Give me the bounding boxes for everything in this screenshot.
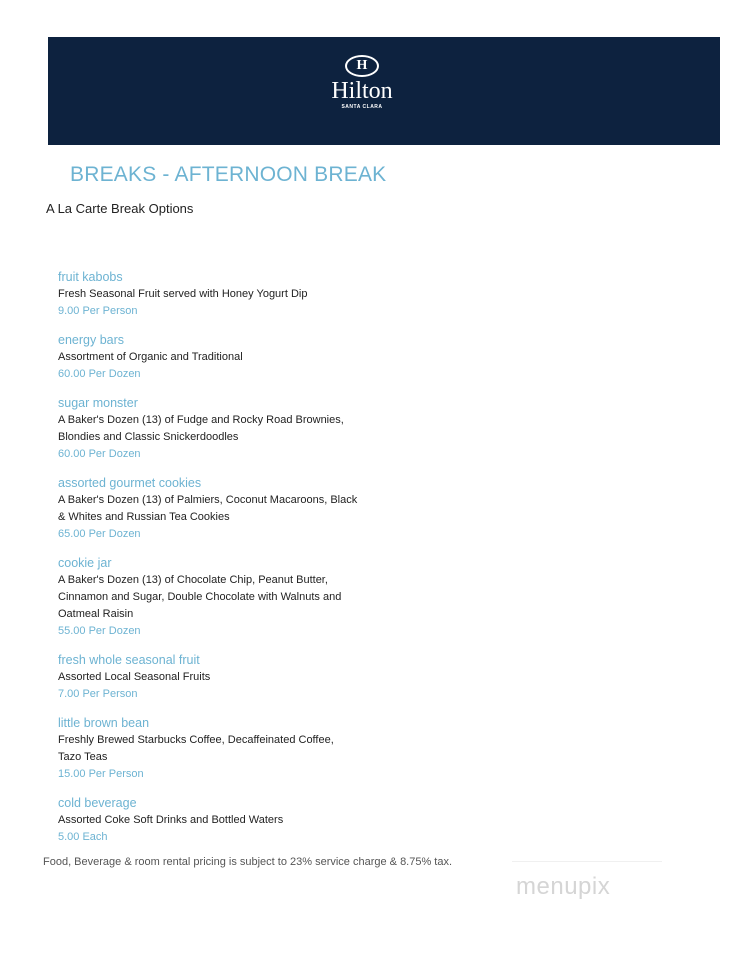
item-description: Fresh Seasonal Fruit served with Honey Yogurt Dip [58, 288, 308, 300]
item-description: Assortment of Organic and Traditional [58, 351, 243, 363]
logo-location: SANTA CLARA [341, 104, 383, 110]
hilton-logo [322, 55, 402, 111]
item-price: 55.00 Per Dozen [58, 625, 141, 637]
item-description: Cinnamon and Sugar, Double Chocolate with Walnuts and [58, 591, 342, 603]
item-name: assorted gourmet cookies [58, 476, 202, 490]
item-name: sugar monster [58, 396, 138, 410]
item-name: little brown bean [58, 716, 150, 730]
menu-item [58, 652, 378, 703]
item-description: Freshly Brewed Starbucks Coffee, Decaffeinated Coffee, [58, 734, 334, 746]
menu-item [58, 795, 378, 846]
item-price: 7.00 Per Person [58, 688, 138, 700]
item-name: cookie jar [58, 556, 112, 570]
item-price: 65.00 Per Dozen [58, 528, 141, 540]
pricing-footnote: Food, Beverage & room rental pricing is subject to 23% service charge & 8.75% tax. [43, 856, 453, 868]
menu-item [58, 475, 378, 543]
item-description: Assorted Coke Soft Drinks and Bottled Waters [58, 814, 284, 826]
item-price: 9.00 Per Person [58, 305, 138, 317]
item-description: Tazo Teas [58, 751, 108, 763]
page-subtitle: A La Carte Break Options [46, 201, 194, 216]
item-name: fresh whole seasonal fruit [58, 653, 200, 667]
item-price: 15.00 Per Person [58, 768, 144, 780]
watermark-divider [512, 861, 662, 862]
item-description: Oatmeal Raisin [58, 608, 134, 620]
item-description: A Baker's Dozen (13) of Chocolate Chip, Peanut Butter, [58, 574, 328, 586]
item-price: 60.00 Per Dozen [58, 448, 141, 460]
item-description: & Whites and Russian Tea Cookies [58, 511, 230, 523]
menu-items-list [58, 269, 378, 858]
page-title: BREAKS - AFTERNOON BREAK [70, 163, 387, 186]
item-description: Blondies and Classic Snickerdoodles [58, 431, 239, 443]
logo-name: Hilton [331, 78, 393, 104]
item-description: Assorted Local Seasonal Fruits [58, 671, 211, 683]
menu-item [58, 332, 378, 383]
item-name: fruit kabobs [58, 270, 123, 284]
menu-item [58, 715, 378, 783]
item-description: A Baker's Dozen (13) of Palmiers, Coconut Macaroons, Black [58, 494, 358, 506]
item-price: 5.00 Each [58, 831, 108, 843]
item-name: energy bars [58, 333, 125, 347]
hilton-mark-icon: H [345, 55, 379, 77]
item-name: cold beverage [58, 796, 137, 810]
menu-item [58, 269, 378, 320]
item-price: 60.00 Per Dozen [58, 368, 141, 380]
item-description: A Baker's Dozen (13) of Fudge and Rocky Road Brownies, [58, 414, 344, 426]
menupix-watermark: menupix [516, 873, 611, 900]
menu-item [58, 395, 378, 463]
menu-item [58, 555, 378, 640]
